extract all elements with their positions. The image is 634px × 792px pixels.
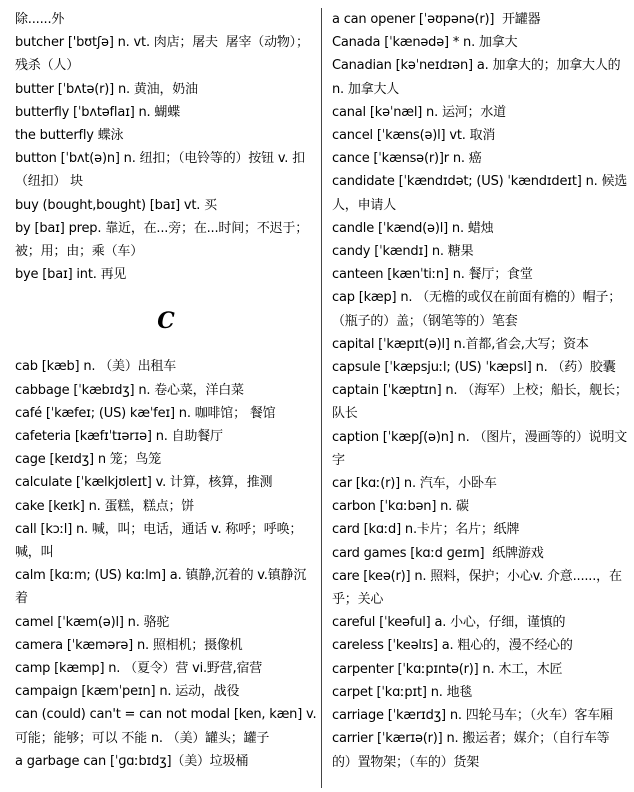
dictionary-entry: cap [kæp] n. （无檐的或仅在前面有檐的）帽子；（瓶子的）盖；（钢笔等的）笔套 xyxy=(332,290,622,329)
dictionary-entry: Canada [ˈkænədə] * n. 加拿大 xyxy=(332,35,518,51)
dictionary-entry: canal [kəˈnæl] n. 运河；水道 xyxy=(332,104,506,120)
dictionary-entry: cafeteria [kæfɪˈtɪərɪə] n. 自助餐厅 xyxy=(15,429,223,445)
dictionary-entry: a garbage can [ˈɡɑːbɪdʒ]（美）垃圾桶 xyxy=(15,753,249,769)
dictionary-entry: call [kɔːl] n. 喊，叫；电话，通话 v. 称呼；呼唤；喊，叫 xyxy=(15,521,303,561)
dictionary-entry: bye [baɪ] int. 再见 xyxy=(15,267,127,283)
dictionary-entry: carpet [ˈkɑːpɪt] n. 地毯 xyxy=(332,684,473,700)
entries-c xyxy=(15,355,321,773)
dictionary-entry: cage [keɪdʒ] n 笼；鸟笼 xyxy=(15,452,161,468)
dictionary-entry: careless [ˈkeəlɪs] a. 粗心的，漫不经心的 xyxy=(332,638,573,654)
dictionary-entry: butcher ['bʊtʃə] n. vt. 肉店；屠夫 屠宰（动物）；残杀（人） xyxy=(15,35,309,74)
dictionary-entry: caption [ˈkæpʃ(ə)n] n. （图片，漫画等的）说明文字 xyxy=(332,429,628,468)
dictionary-entry: canteen [kænˈtiːn] n. 餐厅；食堂 xyxy=(332,267,533,283)
dictionary-entry: camera [ˈkæmərə] n. 照相机；摄像机 xyxy=(15,637,243,653)
dictionary-entry: the butterfly 蝶泳 xyxy=(15,128,124,144)
dictionary-entry: care [keə(r)] n. 照料，保护；小心v. 介意......，在乎；关心 xyxy=(332,568,622,608)
dictionary-entry: butter [ˈbʌtə(r)] n. 黄油，奶油 xyxy=(15,81,198,97)
dictionary-entry: card [kɑːd] n.卡片；名片；纸牌 xyxy=(332,522,520,538)
section-letter-heading: C xyxy=(157,307,175,334)
dictionary-entry: cab [kæb] n. （美）出租车 xyxy=(15,359,177,375)
dictionary-entry: calculate [ˈkælkjʊleɪt] v. 计算，核算，推测 xyxy=(15,475,273,491)
dictionary-entry: camel [ˈkæm(ə)l] n. 骆驼 xyxy=(15,614,170,630)
dictionary-entry: captain [ˈkæptɪn] n. （海军）上校；船长，舰长；队长 xyxy=(332,383,628,422)
entries-before-c xyxy=(15,8,317,286)
dictionary-entry: button [ˈbʌt(ə)n] n. 纽扣；（电铃等的）按钮 v. 扣（纽扣） 块 xyxy=(15,151,305,190)
dictionary-entry: carriage [ˈkærɪdʒ] n. 四轮马车；（火车）客车厢 xyxy=(332,708,613,724)
dictionary-entry: candidate [ˈkændɪdət; (US) ˈkændɪdeɪt] n. 候选人，申请人 xyxy=(332,174,628,213)
dictionary-entry: campaign [kæmˈpeɪn] n. 运动，战役 xyxy=(15,684,240,700)
dictionary-entry: carbon [ˈkɑːbən] n. 碳 xyxy=(332,499,469,515)
dictionary-entry: can (could) can't = can not modal [ken, kæn] v. 可能；能够；可以 不能 n. （美）罐头；罐子 xyxy=(15,707,321,746)
dictionary-entry: candle [ˈkænd(ə)l] n. 蜡烛 xyxy=(332,220,494,236)
dictionary-entry: carpenter [ˈkɑːpɪntə(r)] n. 木工，木匠 xyxy=(332,661,563,677)
dictionary-entry: cance [ˈkænsə(r)]r n. 癌 xyxy=(332,151,482,167)
dictionary-entry: candy [ˈkændɪ] n. 糖果 xyxy=(332,244,474,260)
dictionary-entry: card games [kɑːd ɡeɪm] 纸牌游戏 xyxy=(332,545,544,561)
dictionary-entry: Canadian [kəˈneɪdɪən] a. 加拿大的；加拿大人的 n. 加拿大人 xyxy=(332,58,625,97)
dictionary-entry: capital [ˈkæpɪt(ə)l] n.首都,省会,大写；资本 xyxy=(332,336,589,352)
dictionary-entry: butterfly [ˈbʌtəflaɪ] n. 蝴蝶 xyxy=(15,104,181,120)
dictionary-entry: buy (bought,bought) [baɪ] vt. 买 xyxy=(15,197,217,213)
dictionary-entry: café [ˈkæfeɪ; (US) kæˈfeɪ] n. 咖啡馆； 餐馆 xyxy=(15,405,276,421)
right-column xyxy=(332,8,628,774)
dictionary-entry: carrier [ˈkærɪə(r)] n. 搬运者；媒介；（自行车等的）置物架；（车的）货架 xyxy=(332,731,610,770)
dictionary-entry: calm [kɑːm; (US) kɑːlm] a. 镇静,沉着的 v.镇静沉着 xyxy=(15,568,307,607)
dictionary-entry: by [baɪ] prep. 靠近，在...旁；在...时间；不迟于；被；用；由；乘（车） xyxy=(15,220,309,260)
dictionary-entry: cabbage [ˈkæbɪdʒ] n. 卷心菜，洋白菜 xyxy=(15,382,244,398)
column-divider xyxy=(321,8,322,788)
dictionary-entry: careful [ˈkeəful] a. 小心，仔细，谨慎的 xyxy=(332,615,566,631)
dictionary-entry: 除......外 xyxy=(15,12,65,27)
dictionary-entry: car [kɑː(r)] n. 汽车，小卧车 xyxy=(332,476,497,492)
left-column xyxy=(15,8,321,773)
dictionary-entry: cake [keɪk] n. 蛋糕，糕点；饼 xyxy=(15,498,195,514)
dictionary-entry: capsule [ˈkæpsjuːl; (US) ˈkæpsl] n. （药）胶囊 xyxy=(332,360,616,376)
dictionary-entry: camp [kæmp] n. （夏令）营 vi.野营,宿营 xyxy=(15,661,263,677)
dictionary-entry: a can opener [ˈəʊpənə(r)] 开罐器 xyxy=(332,12,541,27)
dictionary-entry: cancel [ˈkæns(ə)l] vt. 取消 xyxy=(332,128,496,144)
